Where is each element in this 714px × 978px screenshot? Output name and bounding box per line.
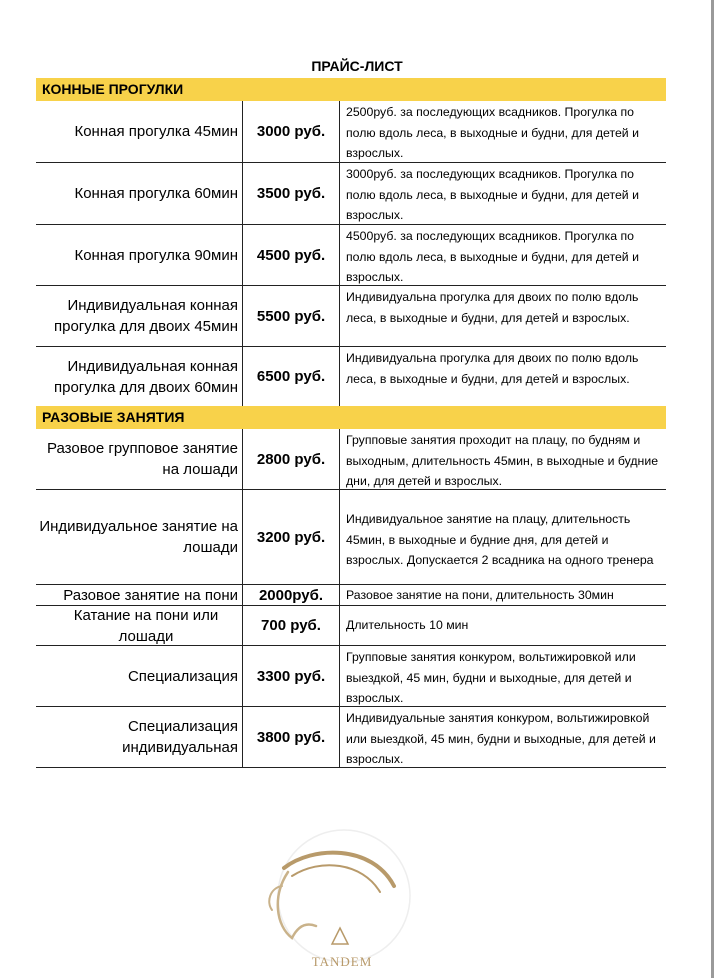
service-name: Катание на пони или лошади (36, 606, 243, 645)
table-row (36, 347, 666, 406)
service-price: 3800 руб. (243, 707, 340, 767)
table-row (36, 163, 666, 225)
service-price: 5500 руб. (243, 286, 340, 346)
service-price: 3300 руб. (243, 646, 340, 706)
service-description: Индивидуальные занятия конкуром, вольтижировкой или выездкой, 45 мин, будни и выходные, для детей и взрослых. (346, 711, 656, 766)
table-row (36, 225, 666, 286)
service-description (340, 585, 666, 605)
page-title: ПРАЙС-ЛИСТ (311, 58, 403, 74)
table-row (36, 606, 666, 646)
service-name: Конная прогулка 90мин (36, 225, 243, 285)
service-name: Специализация (36, 646, 243, 706)
service-name: Конная прогулка 45мин (36, 101, 243, 162)
description-text: Индивидуальное занятие на плацу, длительность 45мин, в выходные и будние дня, для детей и взрослых. Допускается 2 всадника на одного тренера (346, 512, 654, 568)
table-row (36, 585, 666, 606)
price-list (36, 78, 666, 768)
service-description: 3000руб. за последующих всадников. Прогулка по полю вдоль леса, в выходные и будни, для детей и взрослых. (346, 167, 639, 222)
service-name: Индивидуальная конная прогулка для двоих 45мин (36, 286, 243, 346)
service-description (340, 606, 666, 645)
service-price: 6500 руб. (243, 347, 340, 406)
description-text: Разовое занятие на пони, длительность 30мин (346, 587, 614, 602)
service-price: 4500 руб. (243, 225, 340, 285)
service-description (340, 490, 666, 584)
service-name: Индивидуальная конная прогулка для двоих 60мин (36, 347, 243, 406)
service-price: 3200 руб. (243, 490, 340, 584)
service-price: 700 руб. (243, 606, 340, 645)
service-name: Разовое групповое занятие на лошади (36, 429, 243, 489)
description-text: Длительность 10 мин (346, 617, 469, 632)
service-name: Конная прогулка 60мин (36, 163, 243, 224)
service-description: Индивидуальна прогулка для двоих по полю вдоль леса, в выходные и будни, для детей и взрослых. (346, 290, 639, 325)
logo-text: TANDEM (311, 954, 373, 969)
service-description: 2500руб. за последующих всадников. Прогулка по полю вдоль леса, в выходные и будни, для детей и взрослых. (346, 105, 639, 160)
table-row (36, 490, 666, 585)
service-price: 3500 руб. (243, 163, 340, 224)
service-price: 2800 руб. (243, 429, 340, 489)
service-name: Разовое занятие на пони (36, 585, 243, 605)
table-row (36, 286, 666, 347)
service-name: Специализация индивидуальная (36, 707, 243, 767)
section-heading-rides: КОННЫЕ ПРОГУЛКИ (36, 78, 666, 101)
service-name: Индивидуальное занятие на лошади (36, 490, 243, 584)
service-description: Групповые занятия конкуром, вольтижировкой или выездкой, 45 мин, будни и выходные, для детей и взрослых. (346, 650, 636, 705)
table-row (36, 707, 666, 768)
service-description: 4500руб. за последующих всадников. Прогулка по полю вдоль леса, в выходные и будни, для детей и взрослых. (346, 229, 639, 284)
table-row (36, 646, 666, 707)
section-heading-lessons: РАЗОВЫЕ ЗАНЯТИЯ (36, 406, 666, 429)
service-description: Групповые занятия проходит на плацу, по будням и выходным, длительность 45мин, в выходные и будние дни, для детей и взрослых. (346, 433, 659, 488)
service-price: 3000 руб. (243, 101, 340, 162)
table-row (36, 101, 666, 163)
service-description: Индивидуальна прогулка для двоих по полю вдоль леса, в выходные и будни, для детей и взрослых. (346, 351, 639, 386)
service-price: 2000руб. (243, 585, 340, 605)
table-row (36, 429, 666, 490)
